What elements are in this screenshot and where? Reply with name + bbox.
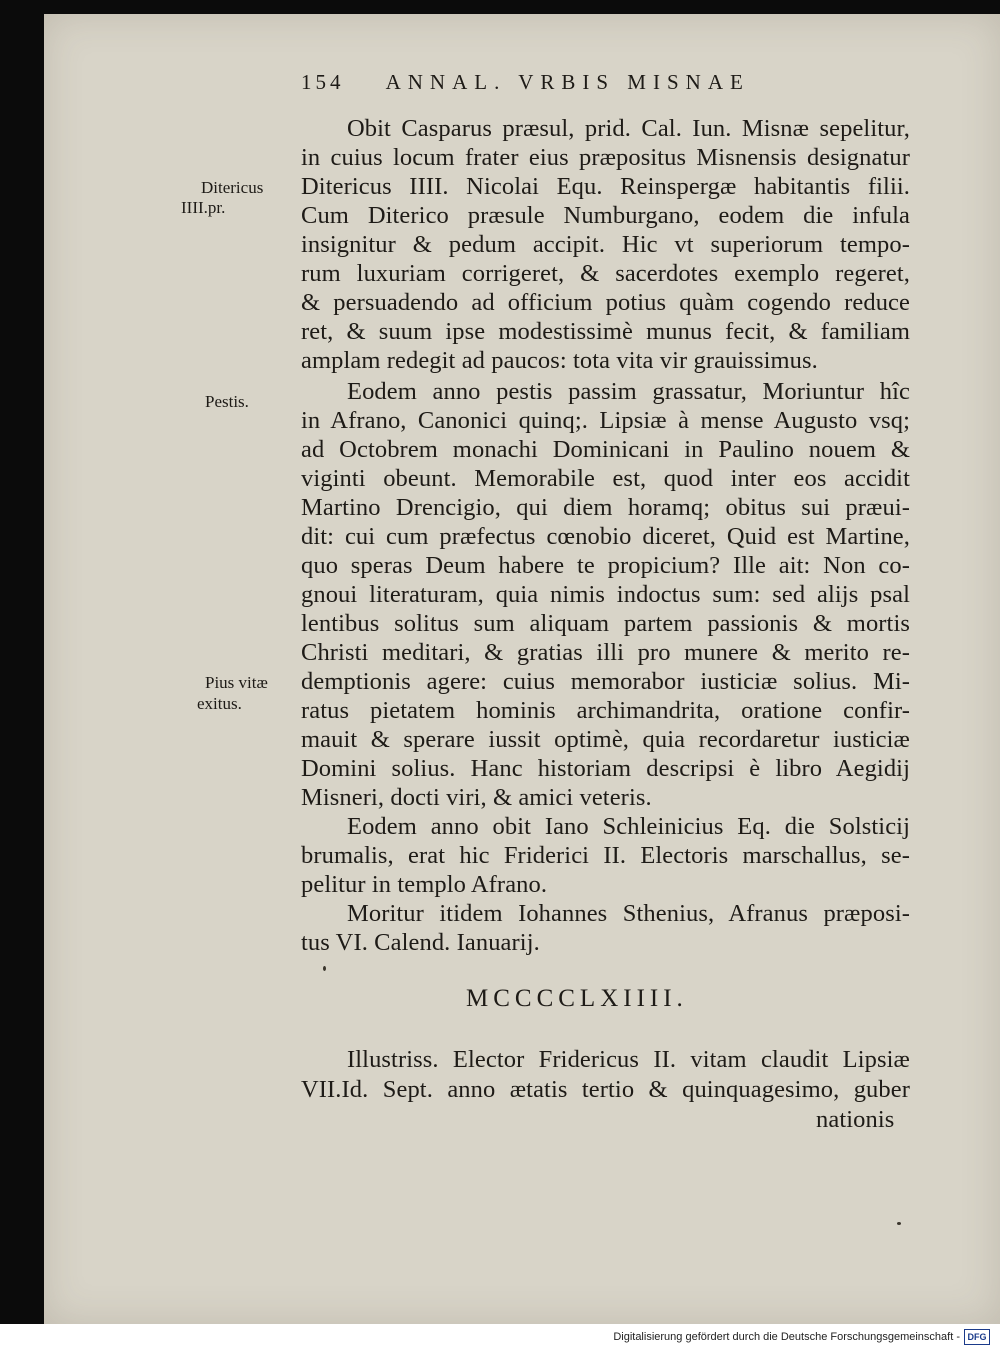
text-line: Ditericus IIII. Nicolai Equ. Reinspergæ habitantis filii. <box>301 173 910 200</box>
text-line: ratus pietatem hominis archimandrita, oratione confir- <box>301 697 910 724</box>
margin-note-pius: Pius vitæ <box>205 673 268 692</box>
text-line: dit: cui cum præfectus cœnobio diceret, Quid est Martine, <box>301 523 910 550</box>
text-line: in cuius locum frater eius præpositus Misnensis designatur <box>301 144 910 171</box>
paper-speck <box>897 1222 901 1225</box>
text-line: Christi meditari, & gratias illi pro munere & merito re- <box>301 639 910 666</box>
margin-note-ditericus-2: IIII.pr. <box>181 198 226 217</box>
page-number: 154 <box>301 70 345 94</box>
running-header <box>301 70 861 100</box>
text-line: in Afrano, Canonici quinq;. Lipsiæ à mense Augusto vsq; <box>301 407 910 434</box>
text-line: Moritur itidem Iohannes Sthenius, Afranus præposi- <box>347 900 910 927</box>
paper-speck <box>323 966 326 971</box>
dfg-logo: DFG <box>964 1329 990 1345</box>
text-line: ret, & suum ipse modestissimè munus fecit, & familiam <box>301 318 910 345</box>
text-line: lentibus solitus sum aliquam partem passionis & mortis <box>301 610 910 637</box>
text-line: ad Octobrem monachi Dominicani in Paulino nouem & <box>301 436 910 463</box>
footer-credit: Digitalisierung gefördert durch die Deutsche Forschungsgemeinschaft - <box>613 1331 960 1343</box>
text-line: Eodem anno pestis passim grassatur, Moriuntur hîc <box>347 378 910 405</box>
text-line: Illustriss. Elector Fridericus II. vitam claudit Lipsiæ <box>347 1046 910 1073</box>
text-line: Domini solius. Hanc historiam descripsi è libro Aegidij <box>301 755 910 782</box>
text-line: Misneri, docti viri, & amici veteris. <box>301 784 652 811</box>
text-line: quo speras Deum habere te propicium? Ille ait: Non co- <box>301 552 910 579</box>
text-line: pelitur in templo Afrano. <box>301 871 548 898</box>
text-line: tus VI. Calend. Ianuarij. <box>301 929 540 956</box>
text-line: Martino Drencigio, qui diem horamq; obitus sui præui- <box>301 494 910 521</box>
text-line: gnoui literaturam, quia nimis indoctus sum: sed alijs psal <box>301 581 910 608</box>
margin-note-exitus: exitus. <box>197 694 242 713</box>
digitization-footer <box>0 1324 1000 1351</box>
catchword: nationis <box>816 1106 895 1133</box>
text-line: VII.Id. Sept. anno ætatis tertio & quinquagesimo, guber <box>301 1076 910 1103</box>
text-line: demptionis agere: cuius memorabor iusticiæ solius. Mi- <box>301 668 910 695</box>
margin-note-pestis: Pestis. <box>205 392 249 411</box>
running-title: ANNAL. VRBIS MISNAE <box>385 70 750 94</box>
text-line: insignitur & pedum accipit. Hic vt superiorum tempo- <box>301 231 910 258</box>
text-line: Cum Diterico præsule Numburgano, eodem die infula <box>301 202 910 229</box>
text-line: mauit & sperare iussit optimè, quia recordaretur iusticiæ <box>301 726 910 753</box>
text-line: amplam redegit ad paucos: tota vita vir grauissimus. <box>301 347 818 374</box>
year-heading: MCCCCLXIIII. <box>466 985 688 1012</box>
text-line: viginti obeunt. Memorabile est, quod inter eos accidit <box>301 465 910 492</box>
text-line: Obit Casparus præsul, prid. Cal. Iun. Misnæ sepelitur, <box>347 115 910 142</box>
margin-note-ditericus: Ditericus <box>201 178 264 197</box>
text-line: rum luxuriam corrigeret, & sacerdotes exemplo regeret, <box>301 260 910 287</box>
text-line: & persuadendo ad officium potius quàm cogendo reduce <box>301 289 910 316</box>
text-line: brumalis, erat hic Friderici II. Electoris marschallus, se- <box>301 842 910 869</box>
text-line: Eodem anno obit Iano Schleinicius Eq. die Solsticij <box>347 813 910 840</box>
